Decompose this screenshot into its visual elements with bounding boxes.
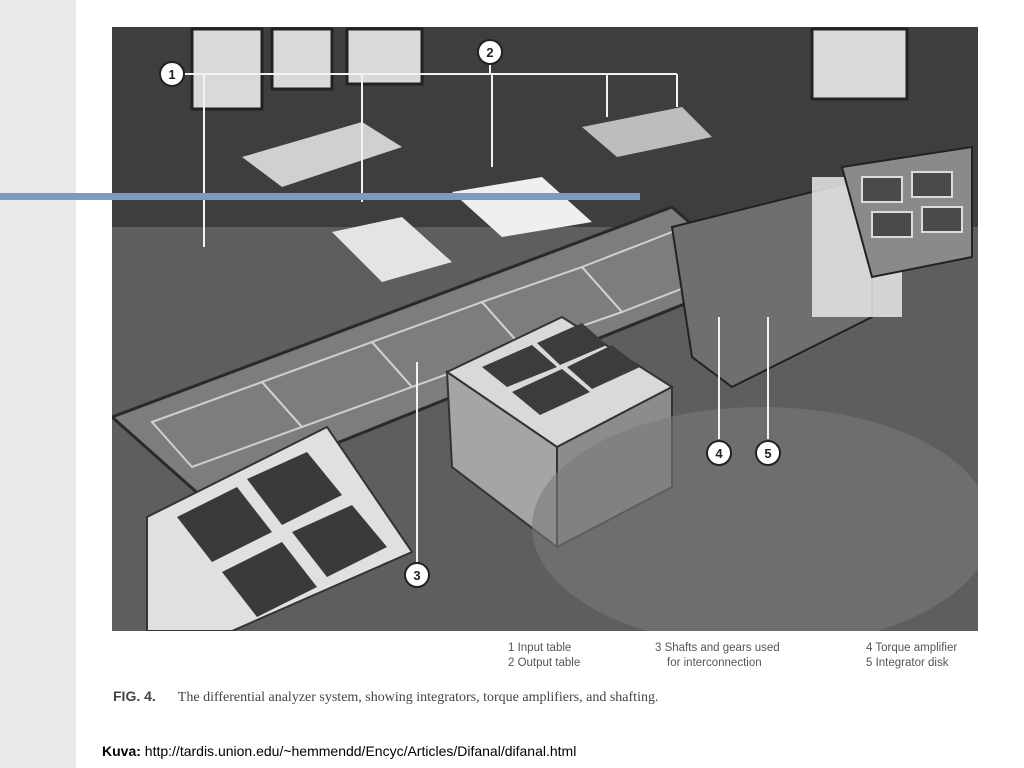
legend-column-1 [508,641,580,671]
figure-caption [113,688,658,706]
image-source [102,743,576,759]
source-label: Kuva: [102,743,141,759]
legend-item-shafts-gears-cont: for interconnection [667,657,762,669]
figure-label: FIG. 4. [113,688,156,704]
photo-illustration [112,27,978,631]
figure-caption-text: The differential analyzer system, showing integrators, torque amplifiers, and shafting. [177,690,659,705]
legend-item-output-table: 2 Output table [508,657,581,669]
callout-1-text: 1 [168,67,176,82]
callout-4-text: 4 [715,446,723,461]
legend-column-2 [655,641,780,671]
callout-3-text: 3 [413,568,421,583]
legend-item-torque-amplifier: 4 Torque amplifier [866,642,958,654]
accent-line [0,193,640,200]
legend-item-input-table: 1 Input table [508,642,572,654]
legend-item-integrator-disk: 5 Integrator disk [866,657,949,669]
source-url[interactable]: http://tardis.union.edu/~hemmendd/Encyc/Articles/Difanal/difanal.html [144,743,577,759]
callout-5-text: 5 [764,446,772,461]
callout-2-text: 2 [486,45,494,60]
left-sidebar-band [0,0,76,768]
differential-analyzer-photo [112,27,978,631]
legend-column-3 [866,641,957,671]
legend-item-shafts-gears: 3 Shafts and gears used [655,642,780,654]
